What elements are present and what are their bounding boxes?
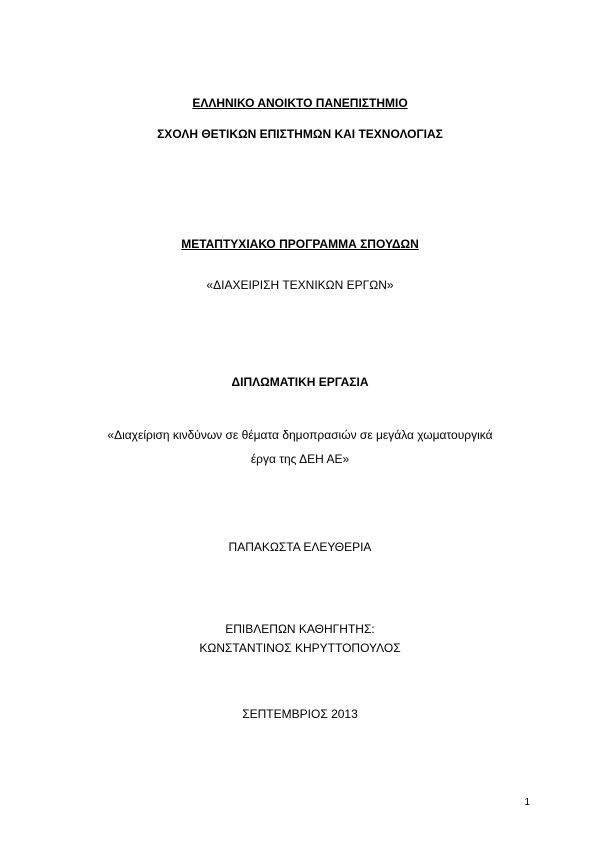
- supervisor-name: ΚΩΝΣΤΑΝΤΙΝΟΣ ΚΗΡΥΤΤΟΠΟΥΛΟΣ: [199, 641, 401, 655]
- thesis-title-line-1: «Διαχείριση κινδύνων σε θέματα δημοπρασιών σε μεγάλα χωματουργικά: [107, 428, 493, 442]
- supervisor-label: ΕΠΙΒΛΕΠΩΝ ΚΑΘΗΓΗΤΗΣ:: [225, 622, 375, 636]
- program-name: «ΔΙΑΧΕΙΡΙΣΗ ΤΕΧΝΙΚΩΝ ΕΡΓΩΝ»: [206, 278, 394, 292]
- thesis-label: ΔΙΠΛΩΜΑΤΙΚΗ ΕΡΓΑΣΙΑ: [231, 375, 369, 389]
- thesis-title-line-2: έργα της ΔΕΗ ΑΕ»: [250, 452, 350, 466]
- page-number: 1: [524, 797, 530, 808]
- author-name: ΠΑΠΑΚΩΣΤΑ ΕΛΕΥΘΕΡΙΑ: [228, 540, 372, 554]
- program-title: ΜΕΤΑΠΤΥΧΙΑΚΟ ΠΡΟΓΡΑΜΜΑ ΣΠΟΥΔΩΝ: [181, 237, 419, 251]
- university-name: ΕΛΛΗΝΙΚΟ ΑΝΟΙΚΤΟ ΠΑΝΕΠΙΣΤΗΜΙΟ: [192, 96, 408, 110]
- date: ΣΕΠΤΕΜΒΡΙΟΣ 2013: [242, 707, 358, 721]
- school-name: ΣΧΟΛΗ ΘΕΤΙΚΩΝ ΕΠΙΣΤΗΜΩΝ ΚΑΙ ΤΕΧΝΟΛΟΓΙΑΣ: [157, 127, 443, 141]
